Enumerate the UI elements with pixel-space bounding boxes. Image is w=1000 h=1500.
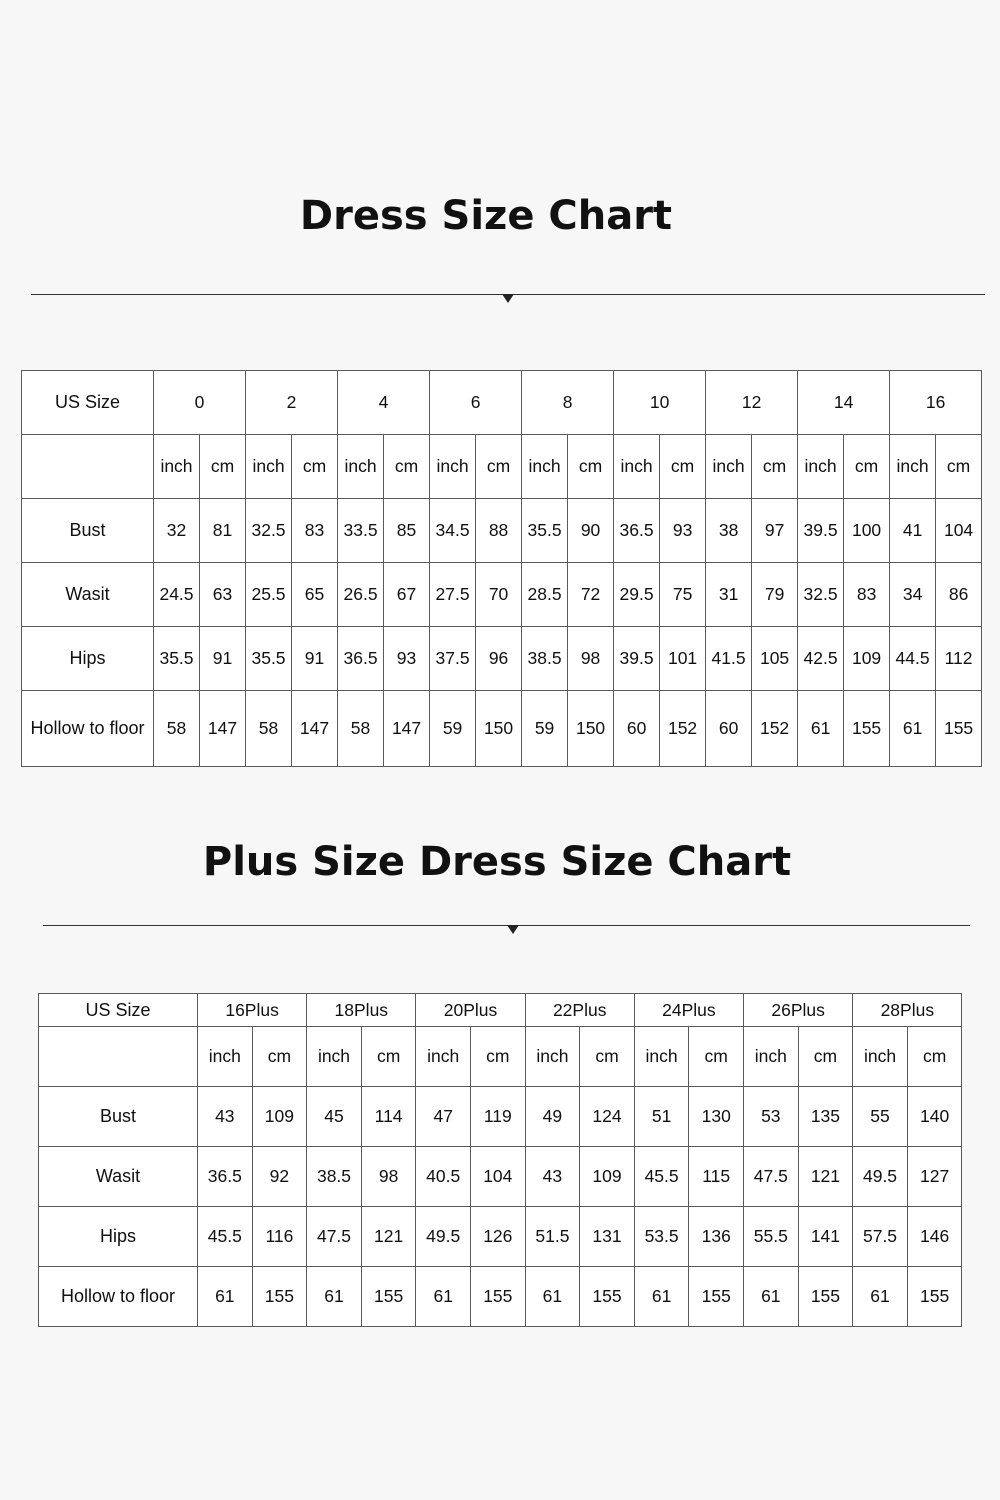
table-cell: 114 (361, 1087, 416, 1147)
measurement-label: Hollow to floor (39, 1267, 198, 1327)
table-cell: 97 (752, 499, 798, 563)
table-cell: 55.5 (744, 1207, 799, 1267)
table-cell: 38.5 (522, 627, 568, 691)
table-cell: 58 (154, 691, 200, 767)
unit-inch-header: inch (744, 1027, 799, 1087)
table-cell: 93 (660, 499, 706, 563)
table-cell: 28.5 (522, 563, 568, 627)
table-cell: 91 (292, 627, 338, 691)
table-cell: 58 (338, 691, 384, 767)
size-header-row (22, 371, 982, 435)
table-cell: 131 (580, 1207, 635, 1267)
table-cell: 155 (907, 1267, 962, 1327)
table-cell: 51.5 (525, 1207, 580, 1267)
unit-cm-header: cm (252, 1027, 307, 1087)
table-cell: 39.5 (614, 627, 660, 691)
unit-cm-header: cm (361, 1027, 416, 1087)
divider-arrow-icon (502, 294, 514, 303)
size-header: 26Plus (744, 994, 853, 1027)
table-cell: 36.5 (198, 1147, 253, 1207)
table-cell: 109 (844, 627, 890, 691)
size-header: 28Plus (853, 994, 962, 1027)
table-cell: 35.5 (154, 627, 200, 691)
table-cell: 100 (844, 499, 890, 563)
table-cell: 32.5 (246, 499, 292, 563)
unit-cm-header: cm (580, 1027, 635, 1087)
table-cell: 36.5 (338, 627, 384, 691)
empty-cell (22, 435, 154, 499)
unit-inch-header: inch (525, 1027, 580, 1087)
table-cell: 61 (634, 1267, 689, 1327)
table-row (39, 1087, 962, 1147)
unit-cm-header: cm (936, 435, 982, 499)
unit-inch-header: inch (798, 435, 844, 499)
table-cell: 37.5 (430, 627, 476, 691)
table-cell: 33.5 (338, 499, 384, 563)
unit-header-row (39, 1027, 962, 1087)
table-cell: 61 (890, 691, 936, 767)
unit-inch-header: inch (430, 435, 476, 499)
table-cell: 140 (907, 1087, 962, 1147)
table-cell: 59 (522, 691, 568, 767)
size-header: 16 (890, 371, 982, 435)
table-cell: 61 (798, 691, 844, 767)
table-cell: 127 (907, 1147, 962, 1207)
table-cell: 155 (361, 1267, 416, 1327)
table-row (39, 1207, 962, 1267)
table-cell: 41.5 (706, 627, 752, 691)
table-cell: 105 (752, 627, 798, 691)
table-row (22, 691, 982, 767)
plus-size-chart-title: Plus Size Dress Size Chart (202, 839, 792, 885)
table-cell: 38 (706, 499, 752, 563)
dress-size-chart-title: Dress Size Chart (299, 193, 673, 239)
table-cell: 83 (292, 499, 338, 563)
unit-header-row (22, 435, 982, 499)
size-header: 6 (430, 371, 522, 435)
table-cell: 65 (292, 563, 338, 627)
table-cell: 93 (384, 627, 430, 691)
table-cell: 61 (416, 1267, 471, 1327)
table-cell: 150 (568, 691, 614, 767)
table-cell: 147 (292, 691, 338, 767)
table-cell: 112 (936, 627, 982, 691)
measurement-label: Wasit (39, 1147, 198, 1207)
unit-cm-header: cm (384, 435, 430, 499)
unit-inch-header: inch (416, 1027, 471, 1087)
table-cell: 121 (361, 1207, 416, 1267)
table-cell: 98 (568, 627, 614, 691)
table-cell: 141 (798, 1207, 853, 1267)
table-cell: 121 (798, 1147, 853, 1207)
table-cell: 88 (476, 499, 522, 563)
table-cell: 38.5 (307, 1147, 362, 1207)
unit-inch-header: inch (890, 435, 936, 499)
size-header: 14 (798, 371, 890, 435)
table-row (22, 627, 982, 691)
table-cell: 98 (361, 1147, 416, 1207)
table-cell: 58 (246, 691, 292, 767)
table-cell: 85 (384, 499, 430, 563)
table-cell: 36.5 (614, 499, 660, 563)
size-header: 16Plus (198, 994, 307, 1027)
table-cell: 61 (853, 1267, 908, 1327)
table-cell: 83 (844, 563, 890, 627)
table-cell: 155 (580, 1267, 635, 1327)
size-header: 0 (154, 371, 246, 435)
unit-cm-header: cm (798, 1027, 853, 1087)
measurement-label: Hollow to floor (22, 691, 154, 767)
table-cell: 29.5 (614, 563, 660, 627)
table-cell: 155 (252, 1267, 307, 1327)
unit-cm-header: cm (471, 1027, 526, 1087)
table-cell: 119 (471, 1087, 526, 1147)
table-cell: 101 (660, 627, 706, 691)
table-cell: 53.5 (634, 1207, 689, 1267)
table-cell: 61 (525, 1267, 580, 1327)
table-cell: 67 (384, 563, 430, 627)
table-row (39, 1147, 962, 1207)
table-cell: 49.5 (853, 1147, 908, 1207)
unit-inch-header: inch (522, 435, 568, 499)
divider-arrow-icon (507, 925, 519, 934)
unit-inch-header: inch (307, 1027, 362, 1087)
table-cell: 90 (568, 499, 614, 563)
table-cell: 55 (853, 1087, 908, 1147)
plus-size-table (38, 993, 962, 1327)
measurement-label: Bust (39, 1087, 198, 1147)
table-cell: 72 (568, 563, 614, 627)
table-cell: 109 (252, 1087, 307, 1147)
table-cell: 155 (798, 1267, 853, 1327)
measurement-label: Wasit (22, 563, 154, 627)
table-cell: 104 (936, 499, 982, 563)
table-cell: 24.5 (154, 563, 200, 627)
table-cell: 61 (744, 1267, 799, 1327)
table-cell: 152 (660, 691, 706, 767)
unit-cm-header: cm (752, 435, 798, 499)
size-header: 10 (614, 371, 706, 435)
unit-inch-header: inch (614, 435, 660, 499)
table-cell: 34.5 (430, 499, 476, 563)
table-cell: 41 (890, 499, 936, 563)
table-cell: 147 (384, 691, 430, 767)
size-header: 22Plus (525, 994, 634, 1027)
unit-inch-header: inch (634, 1027, 689, 1087)
table-cell: 63 (200, 563, 246, 627)
table-cell: 32.5 (798, 563, 844, 627)
unit-cm-header: cm (907, 1027, 962, 1087)
table-cell: 150 (476, 691, 522, 767)
table-cell: 31 (706, 563, 752, 627)
table-cell: 155 (936, 691, 982, 767)
unit-cm-header: cm (844, 435, 890, 499)
table-cell: 115 (689, 1147, 744, 1207)
table-cell: 124 (580, 1087, 635, 1147)
table-cell: 135 (798, 1087, 853, 1147)
size-header: 18Plus (307, 994, 416, 1027)
unit-cm-header: cm (476, 435, 522, 499)
measurement-label: Bust (22, 499, 154, 563)
table-cell: 61 (307, 1267, 362, 1327)
table-cell: 43 (198, 1087, 253, 1147)
table-cell: 130 (689, 1087, 744, 1147)
table-cell: 25.5 (246, 563, 292, 627)
table-cell: 32 (154, 499, 200, 563)
row-header-label: US Size (39, 994, 198, 1027)
table-row (22, 499, 982, 563)
table-cell: 86 (936, 563, 982, 627)
dress-size-table (21, 370, 982, 767)
table-cell: 152 (752, 691, 798, 767)
table-cell: 155 (844, 691, 890, 767)
row-header-label: US Size (22, 371, 154, 435)
size-header: 24Plus (634, 994, 743, 1027)
table-cell: 43 (525, 1147, 580, 1207)
table-cell: 45.5 (198, 1207, 253, 1267)
table-cell: 81 (200, 499, 246, 563)
table-cell: 49 (525, 1087, 580, 1147)
table-cell: 146 (907, 1207, 962, 1267)
table-cell: 47.5 (307, 1207, 362, 1267)
unit-cm-header: cm (689, 1027, 744, 1087)
table-cell: 44.5 (890, 627, 936, 691)
size-header: 12 (706, 371, 798, 435)
table-cell: 49.5 (416, 1207, 471, 1267)
unit-inch-header: inch (706, 435, 752, 499)
size-header: 20Plus (416, 994, 525, 1027)
measurement-label: Hips (22, 627, 154, 691)
table-cell: 57.5 (853, 1207, 908, 1267)
size-header: 4 (338, 371, 430, 435)
table-cell: 51 (634, 1087, 689, 1147)
unit-inch-header: inch (338, 435, 384, 499)
table-cell: 79 (752, 563, 798, 627)
table-cell: 155 (471, 1267, 526, 1327)
table-cell: 34 (890, 563, 936, 627)
table-cell: 147 (200, 691, 246, 767)
table-cell: 155 (689, 1267, 744, 1327)
table-cell: 75 (660, 563, 706, 627)
table-cell: 92 (252, 1147, 307, 1207)
table-cell: 47 (416, 1087, 471, 1147)
table-cell: 42.5 (798, 627, 844, 691)
unit-cm-header: cm (200, 435, 246, 499)
table-cell: 91 (200, 627, 246, 691)
size-header-row (39, 994, 962, 1027)
table-cell: 61 (198, 1267, 253, 1327)
table-cell: 109 (580, 1147, 635, 1207)
table-cell: 53 (744, 1087, 799, 1147)
table-cell: 136 (689, 1207, 744, 1267)
table-cell: 45.5 (634, 1147, 689, 1207)
table-cell: 96 (476, 627, 522, 691)
table-cell: 104 (471, 1147, 526, 1207)
table-cell: 35.5 (522, 499, 568, 563)
unit-cm-header: cm (292, 435, 338, 499)
size-header: 8 (522, 371, 614, 435)
unit-inch-header: inch (198, 1027, 253, 1087)
table-cell: 27.5 (430, 563, 476, 627)
table-cell: 40.5 (416, 1147, 471, 1207)
unit-inch-header: inch (853, 1027, 908, 1087)
table-cell: 35.5 (246, 627, 292, 691)
table-cell: 26.5 (338, 563, 384, 627)
table-cell: 60 (614, 691, 660, 767)
table-cell: 39.5 (798, 499, 844, 563)
measurement-label: Hips (39, 1207, 198, 1267)
size-header: 2 (246, 371, 338, 435)
table-cell: 116 (252, 1207, 307, 1267)
table-row (22, 563, 982, 627)
table-cell: 59 (430, 691, 476, 767)
unit-cm-header: cm (660, 435, 706, 499)
table-cell: 70 (476, 563, 522, 627)
table-cell: 126 (471, 1207, 526, 1267)
table-row (39, 1267, 962, 1327)
table-cell: 60 (706, 691, 752, 767)
unit-cm-header: cm (568, 435, 614, 499)
empty-cell (39, 1027, 198, 1087)
table-cell: 45 (307, 1087, 362, 1147)
unit-inch-header: inch (246, 435, 292, 499)
table-cell: 47.5 (744, 1147, 799, 1207)
unit-inch-header: inch (154, 435, 200, 499)
